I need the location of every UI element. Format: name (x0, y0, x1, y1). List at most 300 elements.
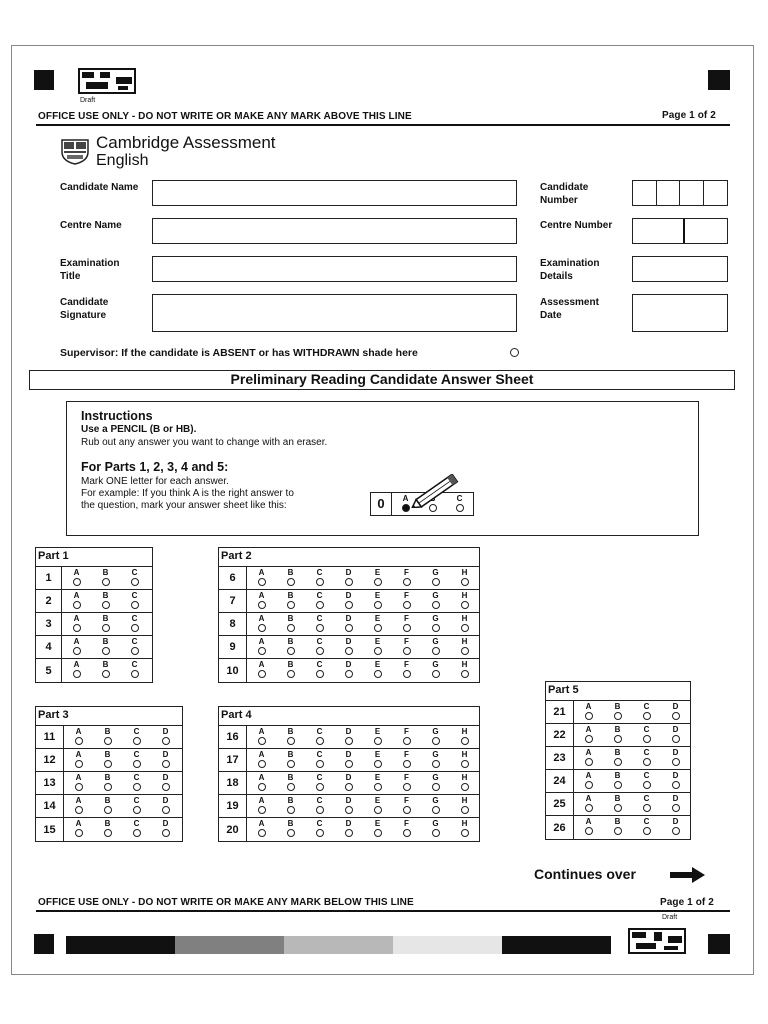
option-circle[interactable] (432, 806, 440, 814)
answer-option-bubble[interactable] (334, 818, 363, 841)
option-circle[interactable] (585, 781, 593, 789)
candidate-signature-field[interactable] (152, 294, 517, 332)
option-circle[interactable] (672, 804, 680, 812)
option-circle[interactable] (258, 670, 266, 678)
option-circle[interactable] (461, 760, 469, 768)
option-circle[interactable] (461, 647, 469, 655)
timing-mark-bottom-left (34, 934, 54, 954)
answer-option-bubble[interactable] (93, 749, 122, 771)
option-circle[interactable] (643, 827, 651, 835)
answer-option-bubble[interactable] (62, 590, 91, 612)
option-circle[interactable] (258, 760, 266, 768)
answer-option-bubble[interactable] (450, 795, 479, 817)
answer-option-bubble[interactable] (661, 724, 690, 746)
answer-option-bubble[interactable] (421, 590, 450, 612)
centre-name-field[interactable] (152, 218, 517, 244)
answer-option-bubble[interactable] (247, 590, 276, 612)
option-circle[interactable] (316, 783, 324, 791)
answer-option-bubble[interactable] (120, 636, 149, 658)
answer-option-bubble[interactable] (421, 636, 450, 658)
answer-option-bubble[interactable] (64, 795, 93, 817)
answer-option-bubble[interactable] (247, 659, 276, 682)
assessment-date-label: Assessment Date (540, 297, 599, 321)
answer-option-bubble[interactable] (661, 701, 690, 723)
answer-option-bubble[interactable] (91, 659, 120, 682)
option-circle[interactable] (643, 781, 651, 789)
option-circle[interactable] (614, 735, 622, 743)
option-circle[interactable] (287, 578, 295, 586)
option-circle[interactable] (104, 829, 112, 837)
answer-option-bubble[interactable] (276, 613, 305, 635)
answer-option-bubble[interactable] (151, 726, 180, 748)
option-circle[interactable] (585, 758, 593, 766)
option-circle[interactable] (131, 647, 139, 655)
answer-option-bubble[interactable] (305, 567, 334, 589)
answer-option-bubble[interactable] (450, 659, 479, 682)
option-circle[interactable] (75, 829, 83, 837)
option-circle[interactable] (614, 804, 622, 812)
answer-option-bubble[interactable] (247, 818, 276, 841)
answer-option-bubble[interactable] (603, 770, 632, 792)
answer-option-bubble[interactable] (450, 636, 479, 658)
option-circle[interactable] (614, 781, 622, 789)
option-circle[interactable] (345, 783, 353, 791)
option-circle[interactable] (374, 601, 382, 609)
answer-option-bubble[interactable] (574, 747, 603, 769)
option-circle[interactable] (133, 783, 141, 791)
answer-option-bubble[interactable] (62, 636, 91, 658)
option-circle[interactable] (432, 624, 440, 632)
candidate-number-field[interactable] (632, 180, 728, 206)
option-circle[interactable] (73, 624, 81, 632)
answer-option-bubble[interactable] (450, 818, 479, 841)
option-circle[interactable] (162, 760, 170, 768)
option-letter: F (404, 591, 409, 600)
answer-option-bubble[interactable] (392, 659, 421, 682)
answer-option-bubble[interactable] (421, 613, 450, 635)
answer-option-bubble[interactable] (247, 795, 276, 817)
answer-option-bubble[interactable] (363, 726, 392, 748)
option-circle[interactable] (461, 670, 469, 678)
option-circle[interactable] (316, 624, 324, 632)
answer-option-bubble[interactable] (574, 770, 603, 792)
option-circle[interactable] (133, 806, 141, 814)
instructions-pencil: Use a PENCIL (B or HB). (81, 424, 197, 435)
option-circle[interactable] (345, 601, 353, 609)
option-circle[interactable] (258, 601, 266, 609)
option-circle[interactable] (403, 647, 411, 655)
option-circle[interactable] (131, 601, 139, 609)
answer-option-bubble[interactable] (276, 749, 305, 771)
answer-option-bubble[interactable] (91, 636, 120, 658)
answer-option-bubble[interactable] (392, 749, 421, 771)
answer-option-bubble[interactable] (305, 613, 334, 635)
option-circle[interactable] (258, 806, 266, 814)
option-circle[interactable] (162, 806, 170, 814)
option-circle[interactable] (75, 806, 83, 814)
option-circle[interactable] (104, 737, 112, 745)
option-circle[interactable] (374, 670, 382, 678)
option-circle[interactable] (585, 827, 593, 835)
option-circle[interactable] (316, 601, 324, 609)
answer-option-bubble[interactable] (334, 659, 363, 682)
option-circle[interactable] (585, 735, 593, 743)
answer-option-bubble[interactable] (574, 724, 603, 746)
option-circle[interactable] (73, 601, 81, 609)
answer-option-bubble[interactable] (151, 772, 180, 794)
option-circle[interactable] (374, 806, 382, 814)
answer-option-bubble[interactable] (305, 636, 334, 658)
option-circle[interactable] (316, 829, 324, 837)
arrow-right-icon (670, 866, 706, 889)
answer-option-bubble[interactable] (93, 795, 122, 817)
option-circle[interactable] (345, 578, 353, 586)
answer-option-bubble[interactable] (363, 749, 392, 771)
answer-option-bubble[interactable] (632, 770, 661, 792)
option-circle[interactable] (75, 737, 83, 745)
answer-option-bubble[interactable] (151, 795, 180, 817)
option-circle[interactable] (258, 783, 266, 791)
answer-option-bubble[interactable] (305, 749, 334, 771)
option-circle[interactable] (104, 783, 112, 791)
part-2-block (218, 547, 480, 683)
answer-option-bubble[interactable] (392, 772, 421, 794)
answer-option-bubble[interactable] (151, 749, 180, 771)
option-circle[interactable] (461, 783, 469, 791)
answer-option-bubble[interactable] (363, 567, 392, 589)
option-circle[interactable] (258, 829, 266, 837)
question-number: 14 (36, 795, 64, 817)
option-circle[interactable] (345, 737, 353, 745)
option-circle[interactable] (345, 647, 353, 655)
option-circle[interactable] (461, 624, 469, 632)
answer-option-bubble[interactable] (603, 747, 632, 769)
option-circle[interactable] (258, 578, 266, 586)
answer-option-bubble[interactable] (62, 567, 91, 589)
option-circle[interactable] (345, 806, 353, 814)
answer-option-bubble[interactable] (661, 747, 690, 769)
answer-option-bubble[interactable] (91, 613, 120, 635)
answer-option-bubble[interactable] (450, 567, 479, 589)
answer-option-bubble[interactable] (151, 818, 180, 841)
answer-option-bubble[interactable] (305, 726, 334, 748)
answer-option-bubble[interactable] (603, 816, 632, 839)
option-circle[interactable] (614, 758, 622, 766)
option-circle[interactable] (73, 670, 81, 678)
answer-option-bubble[interactable] (363, 636, 392, 658)
answer-option-bubble[interactable] (450, 590, 479, 612)
answer-option-bubble[interactable] (120, 567, 149, 589)
answer-option-bubble[interactable] (122, 818, 151, 841)
option-circle[interactable] (403, 829, 411, 837)
option-circle[interactable] (672, 735, 680, 743)
option-circle[interactable] (73, 578, 81, 586)
answer-option-bubble[interactable] (334, 590, 363, 612)
answer-option-bubble[interactable] (276, 567, 305, 589)
answer-option-bubble[interactable] (247, 636, 276, 658)
answer-option-bubble[interactable] (421, 818, 450, 841)
option-circle[interactable] (316, 806, 324, 814)
examination-title-field[interactable] (152, 256, 517, 282)
answer-option-bubble[interactable] (363, 818, 392, 841)
option-circle[interactable] (403, 601, 411, 609)
answer-option-bubble[interactable] (363, 590, 392, 612)
option-circle[interactable] (403, 737, 411, 745)
option-circle[interactable] (133, 737, 141, 745)
answer-option-bubble[interactable] (632, 701, 661, 723)
answer-option-bubble[interactable] (421, 772, 450, 794)
answer-option-bubble[interactable] (247, 613, 276, 635)
answer-option-bubble[interactable] (334, 726, 363, 748)
answer-option-bubble[interactable] (93, 772, 122, 794)
candidate-name-field[interactable] (152, 180, 517, 206)
answer-option-bubble[interactable] (334, 567, 363, 589)
answer-option-bubble[interactable] (363, 795, 392, 817)
answer-option-bubble[interactable] (305, 772, 334, 794)
examination-details-field[interactable] (632, 256, 728, 282)
option-circle[interactable] (672, 781, 680, 789)
answer-option-bubble[interactable] (392, 613, 421, 635)
answer-option-bubble[interactable] (421, 795, 450, 817)
option-circle[interactable] (614, 827, 622, 835)
option-circle[interactable] (403, 760, 411, 768)
option-circle[interactable] (316, 647, 324, 655)
option-circle[interactable] (287, 624, 295, 632)
option-circle[interactable] (287, 670, 295, 678)
answer-option-bubble[interactable] (122, 772, 151, 794)
answer-option-bubble[interactable] (450, 749, 479, 771)
option-circle[interactable] (131, 578, 139, 586)
answer-option-bubble[interactable] (91, 590, 120, 612)
option-circle[interactable] (131, 670, 139, 678)
option-circle[interactable] (75, 760, 83, 768)
absent-bubble[interactable] (510, 348, 519, 357)
answer-option-bubble[interactable] (276, 772, 305, 794)
answer-option-bubble[interactable] (247, 726, 276, 748)
option-circle[interactable] (102, 578, 110, 586)
answer-option-bubble[interactable] (334, 772, 363, 794)
option-circle[interactable] (162, 829, 170, 837)
answer-option-bubble[interactable] (392, 726, 421, 748)
option-circle[interactable] (461, 578, 469, 586)
option-circle[interactable] (374, 647, 382, 655)
option-circle[interactable] (643, 804, 651, 812)
option-circle[interactable] (432, 783, 440, 791)
option-circle[interactable] (287, 601, 295, 609)
answer-option-bubble[interactable] (421, 726, 450, 748)
option-circle[interactable] (316, 670, 324, 678)
option-circle[interactable] (102, 624, 110, 632)
option-circle[interactable] (133, 829, 141, 837)
option-circle[interactable] (643, 712, 651, 720)
option-circle[interactable] (287, 737, 295, 745)
option-circle[interactable] (403, 578, 411, 586)
answer-option-bubble[interactable] (334, 749, 363, 771)
answer-option-bubble[interactable] (247, 749, 276, 771)
answer-option-bubble[interactable] (392, 567, 421, 589)
answer-option-bubble[interactable] (661, 770, 690, 792)
answer-option-bubble[interactable] (247, 772, 276, 794)
option-circle[interactable] (73, 647, 81, 655)
answer-option-bubble[interactable] (421, 749, 450, 771)
option-circle[interactable] (585, 804, 593, 812)
answer-option-bubble[interactable] (93, 818, 122, 841)
option-circle[interactable] (432, 670, 440, 678)
answer-option-bubble[interactable] (276, 818, 305, 841)
answer-option-bubble[interactable] (632, 747, 661, 769)
answer-option-bubble[interactable] (122, 795, 151, 817)
answer-option-bubble[interactable] (305, 659, 334, 682)
option-circle[interactable] (672, 827, 680, 835)
option-circle[interactable] (287, 783, 295, 791)
answer-option-bubble[interactable] (276, 636, 305, 658)
option-circle[interactable] (345, 760, 353, 768)
answer-option-bubble[interactable] (632, 816, 661, 839)
answer-option-bubble[interactable] (120, 613, 149, 635)
answer-option-bubble[interactable] (334, 613, 363, 635)
answer-option-bubble[interactable] (392, 795, 421, 817)
option-circle[interactable] (287, 760, 295, 768)
answer-option-bubble[interactable] (363, 613, 392, 635)
option-circle[interactable] (672, 712, 680, 720)
option-circle[interactable] (345, 670, 353, 678)
answer-option-bubble[interactable] (421, 659, 450, 682)
answer-option-bubble[interactable] (305, 795, 334, 817)
option-circle[interactable] (432, 737, 440, 745)
option-circle[interactable] (133, 760, 141, 768)
answer-option-bubble[interactable] (574, 816, 603, 839)
answer-option-bubble[interactable] (574, 701, 603, 723)
option-circle[interactable] (104, 760, 112, 768)
option-circle[interactable] (432, 578, 440, 586)
option-circle[interactable] (287, 806, 295, 814)
answer-option-bubble[interactable] (574, 793, 603, 815)
option-circle[interactable] (432, 601, 440, 609)
answer-option-bubble[interactable] (450, 772, 479, 794)
option-circle[interactable] (374, 624, 382, 632)
answer-option-bubble[interactable] (276, 795, 305, 817)
assessment-date-field[interactable] (632, 294, 728, 332)
option-circle[interactable] (345, 624, 353, 632)
option-circle[interactable] (461, 806, 469, 814)
option-circle[interactable] (102, 601, 110, 609)
answer-option-bubble[interactable] (64, 749, 93, 771)
option-circle[interactable] (643, 735, 651, 743)
answer-option-bubble[interactable] (632, 724, 661, 746)
option-letter: B (102, 591, 109, 600)
option-circle[interactable] (258, 737, 266, 745)
option-circle[interactable] (432, 829, 440, 837)
option-circle[interactable] (104, 806, 112, 814)
option-circle[interactable] (643, 758, 651, 766)
option-circle[interactable] (102, 670, 110, 678)
answer-option-bubble[interactable] (661, 816, 690, 839)
option-circle[interactable] (585, 712, 593, 720)
answer-option-bubble[interactable] (120, 659, 149, 682)
option-circle[interactable] (374, 578, 382, 586)
option-circle[interactable] (403, 806, 411, 814)
answer-option-bubble[interactable] (334, 795, 363, 817)
option-letter: D (672, 725, 679, 734)
option-circle[interactable] (461, 737, 469, 745)
answer-option-bubble[interactable] (421, 567, 450, 589)
answer-option-bubble[interactable] (64, 726, 93, 748)
answer-option-bubble[interactable] (392, 590, 421, 612)
answer-option-bubble[interactable] (392, 636, 421, 658)
option-circle[interactable] (102, 647, 110, 655)
answer-option-bubble[interactable] (120, 590, 149, 612)
option-circle[interactable] (374, 783, 382, 791)
answer-option-bubble[interactable] (91, 567, 120, 589)
option-circle[interactable] (316, 737, 324, 745)
answer-option-bubble[interactable] (450, 613, 479, 635)
answer-option-bubble[interactable] (62, 659, 91, 682)
option-circle[interactable] (258, 647, 266, 655)
option-circle[interactable] (162, 737, 170, 745)
option-circle[interactable] (403, 783, 411, 791)
option-circle[interactable] (345, 829, 353, 837)
option-circle[interactable] (131, 624, 139, 632)
option-circle[interactable] (461, 601, 469, 609)
answer-option-bubble[interactable] (64, 818, 93, 841)
option-circle[interactable] (316, 760, 324, 768)
option-circle[interactable] (287, 647, 295, 655)
answer-option-bubble[interactable] (603, 701, 632, 723)
answer-option-bubble[interactable] (93, 726, 122, 748)
answer-option-bubble[interactable] (276, 726, 305, 748)
answer-option-bubble[interactable] (334, 636, 363, 658)
option-circle[interactable] (461, 829, 469, 837)
option-circle[interactable] (403, 624, 411, 632)
option-circle[interactable] (403, 670, 411, 678)
answer-option-bubble[interactable] (632, 793, 661, 815)
answer-option-bubble[interactable] (392, 818, 421, 841)
option-letter: B (104, 796, 111, 805)
timing-mark-bottom-right (708, 934, 730, 954)
answer-option-bubble[interactable] (363, 772, 392, 794)
answer-option-bubble[interactable] (603, 793, 632, 815)
answer-option-bubble[interactable] (276, 590, 305, 612)
answer-option-bubble[interactable] (363, 659, 392, 682)
question-row (219, 818, 479, 841)
option-circle[interactable] (374, 829, 382, 837)
answer-option-bubble[interactable] (122, 726, 151, 748)
option-circle[interactable] (672, 758, 680, 766)
answer-option-bubble[interactable] (450, 726, 479, 748)
option-circle[interactable] (258, 624, 266, 632)
option-circle[interactable] (374, 737, 382, 745)
candidate-name-label: Candidate Name (60, 182, 139, 193)
answer-option-bubble[interactable] (64, 772, 93, 794)
answer-option-bubble[interactable] (661, 793, 690, 815)
answer-option-bubble[interactable] (62, 613, 91, 635)
option-circle[interactable] (374, 760, 382, 768)
option-circle[interactable] (316, 578, 324, 586)
option-circle[interactable] (287, 829, 295, 837)
answer-option-bubble[interactable] (122, 749, 151, 771)
option-circle[interactable] (432, 760, 440, 768)
answer-option-bubble[interactable] (247, 567, 276, 589)
answer-option-bubble[interactable] (276, 659, 305, 682)
option-circle[interactable] (162, 783, 170, 791)
option-circle[interactable] (75, 783, 83, 791)
answer-option-bubble[interactable] (603, 724, 632, 746)
option-circle[interactable] (614, 712, 622, 720)
answer-option-bubble[interactable] (305, 818, 334, 841)
centre-number-field[interactable] (632, 218, 728, 244)
option-circle[interactable] (432, 647, 440, 655)
answer-option-bubble[interactable] (305, 590, 334, 612)
